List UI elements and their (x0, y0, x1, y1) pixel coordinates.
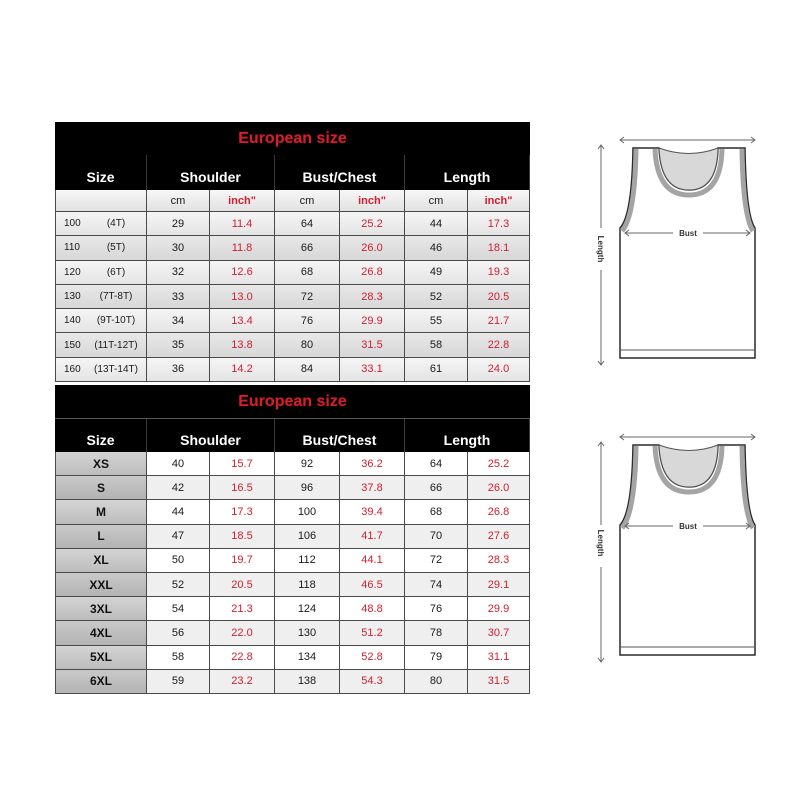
shoulder-header: Shoulder (147, 155, 275, 190)
tank-top-diagram (585, 128, 765, 378)
length-cm-unit: cm (405, 190, 468, 212)
age-range: (11T-12T) (94, 339, 138, 351)
length-inch-cell: 28.3 (468, 549, 530, 573)
length-inch-cell: 22.8 (468, 333, 530, 357)
table-title: European size (55, 122, 530, 155)
size-cell (55, 309, 147, 333)
length-inch-cell: 19.3 (468, 261, 530, 285)
bust-inch-cell: 31.5 (340, 333, 405, 357)
size-value: 120 (64, 266, 81, 278)
bust-inch-cell: 33.1 (340, 358, 405, 382)
shoulder-cm-unit: cm (147, 190, 210, 212)
length-inch-cell: 29.9 (468, 597, 530, 621)
shoulder-cm-cell: 58 (147, 646, 210, 670)
size-cell: XS (55, 452, 147, 476)
size-value: 160 (64, 363, 81, 375)
shoulder-cm-cell: 44 (147, 500, 210, 524)
table-row (55, 476, 530, 500)
table-row (55, 333, 530, 357)
shoulder-cm-cell: 30 (147, 236, 210, 260)
size-header: Size (55, 155, 147, 190)
size-cell: 3XL (55, 597, 147, 621)
kids-size-table (55, 122, 530, 382)
length-inch-cell: 26.8 (468, 500, 530, 524)
size-header: Size (55, 419, 147, 452)
length-inch-cell: 27.6 (468, 525, 530, 549)
table-row (55, 500, 530, 524)
bust-inch-cell: 51.2 (340, 621, 405, 645)
table-row (55, 261, 530, 285)
length-inch-cell: 21.7 (468, 309, 530, 333)
table-row (55, 212, 530, 236)
length-inch-cell: 17.3 (468, 212, 530, 236)
shoulder-cm-cell: 56 (147, 621, 210, 645)
bust-cm-cell: 92 (275, 452, 340, 476)
length-cm-cell: 78 (405, 621, 468, 645)
bust-inch-cell: 41.7 (340, 525, 405, 549)
length-inch-cell: 18.1 (468, 236, 530, 260)
tank-top-diagram (585, 425, 765, 675)
size-cell (55, 285, 147, 309)
bust-label: Bust (679, 522, 697, 531)
age-range: (5T) (106, 242, 126, 254)
length-cm-cell: 58 (405, 333, 468, 357)
shoulder-cm-cell: 36 (147, 358, 210, 382)
bust-inch-cell: 54.3 (340, 670, 405, 694)
shoulder-inch-cell: 11.8 (210, 236, 275, 260)
size-unit-blank (55, 190, 147, 212)
length-cm-cell: 76 (405, 597, 468, 621)
size-cell (55, 236, 147, 260)
size-cell: XXL (55, 573, 147, 597)
age-range: (6T) (106, 266, 126, 278)
bust-cm-cell: 124 (275, 597, 340, 621)
bust-cm-cell: 84 (275, 358, 340, 382)
length-cm-cell: 74 (405, 573, 468, 597)
bust-cm-cell: 80 (275, 333, 340, 357)
shoulder-cm-cell: 47 (147, 525, 210, 549)
table-row (55, 573, 530, 597)
size-value: 100 (64, 218, 81, 230)
shoulder-inch-unit: inch" (210, 190, 275, 212)
shoulder-cm-cell: 54 (147, 597, 210, 621)
bust-inch-unit: inch" (340, 190, 405, 212)
bust-inch-cell: 37.8 (340, 476, 405, 500)
shoulder-inch-cell: 18.5 (210, 525, 275, 549)
length-cm-cell: 52 (405, 285, 468, 309)
length-cm-cell: 49 (405, 261, 468, 285)
bust-inch-cell: 52.8 (340, 646, 405, 670)
shoulder-inch-cell: 13.0 (210, 285, 275, 309)
bust-inch-cell: 46.5 (340, 573, 405, 597)
length-cm-cell: 66 (405, 476, 468, 500)
shoulder-dimension-line (620, 434, 755, 440)
table-row (55, 549, 530, 573)
length-inch-cell: 24.0 (468, 358, 530, 382)
length-inch-cell: 29.1 (468, 573, 530, 597)
bust-cm-cell: 96 (275, 476, 340, 500)
shoulder-inch-cell: 22.0 (210, 621, 275, 645)
bust-label: Bust (679, 229, 697, 238)
size-cell (55, 333, 147, 357)
shoulder-cm-cell: 52 (147, 573, 210, 597)
age-range: (4T) (106, 218, 126, 230)
length-inch-cell: 31.1 (468, 646, 530, 670)
shoulder-dimension-line (620, 137, 755, 143)
shoulder-inch-cell: 16.5 (210, 476, 275, 500)
unit-header-row (55, 190, 530, 212)
shoulder-inch-cell: 23.2 (210, 670, 275, 694)
bust-inch-cell: 28.3 (340, 285, 405, 309)
bust-inch-cell: 39.4 (340, 500, 405, 524)
table-row (55, 285, 530, 309)
length-cm-cell: 46 (405, 236, 468, 260)
length-header: Length (405, 155, 530, 190)
table-row (55, 525, 530, 549)
length-label: Length (596, 235, 605, 263)
length-inch-cell: 31.5 (468, 670, 530, 694)
table-row (55, 358, 530, 382)
size-cell: L (55, 525, 147, 549)
shoulder-cm-cell: 50 (147, 549, 210, 573)
length-cm-cell: 44 (405, 212, 468, 236)
bust-inch-cell: 26.0 (340, 236, 405, 260)
bust-cm-cell: 106 (275, 525, 340, 549)
shoulder-cm-cell: 59 (147, 670, 210, 694)
shoulder-header: Shoulder (147, 419, 275, 452)
table-row (55, 236, 530, 260)
shoulder-cm-cell: 29 (147, 212, 210, 236)
bust-inch-cell: 26.8 (340, 261, 405, 285)
table-row (55, 452, 530, 476)
size-cell (55, 358, 147, 382)
length-label: Length (596, 529, 605, 557)
table-row (55, 621, 530, 645)
table-row (55, 670, 530, 694)
length-cm-cell: 72 (405, 549, 468, 573)
bust-cm-cell: 112 (275, 549, 340, 573)
length-cm-cell: 80 (405, 670, 468, 694)
shoulder-cm-cell: 33 (147, 285, 210, 309)
size-cell: 4XL (55, 621, 147, 645)
bust-cm-cell: 130 (275, 621, 340, 645)
size-value: 110 (64, 242, 80, 254)
bust-cm-cell: 72 (275, 285, 340, 309)
table-header-row (55, 155, 530, 190)
bust-inch-cell: 25.2 (340, 212, 405, 236)
age-range: (9T-10T) (96, 315, 136, 327)
bust-header: Bust/Chest (275, 419, 405, 452)
table-body (55, 452, 530, 694)
shoulder-inch-cell: 14.2 (210, 358, 275, 382)
length-cm-cell: 64 (405, 452, 468, 476)
table-body (55, 212, 530, 382)
size-cell (55, 212, 147, 236)
shoulder-inch-cell: 21.3 (210, 597, 275, 621)
length-cm-cell: 70 (405, 525, 468, 549)
size-cell: 5XL (55, 646, 147, 670)
length-inch-cell: 20.5 (468, 285, 530, 309)
bust-inch-cell: 36.2 (340, 452, 405, 476)
age-range: (7T-8T) (99, 291, 133, 303)
bust-header: Bust/Chest (275, 155, 405, 190)
shoulder-cm-cell: 32 (147, 261, 210, 285)
bust-cm-cell: 68 (275, 261, 340, 285)
bust-inch-cell: 44.1 (340, 549, 405, 573)
shoulder-inch-cell: 19.7 (210, 549, 275, 573)
shoulder-inch-cell: 13.8 (210, 333, 275, 357)
shoulder-inch-cell: 15.7 (210, 452, 275, 476)
shoulder-inch-cell: 22.8 (210, 646, 275, 670)
size-cell: M (55, 500, 147, 524)
table-header-row (55, 418, 530, 452)
shoulder-cm-cell: 34 (147, 309, 210, 333)
length-inch-cell: 26.0 (468, 476, 530, 500)
bust-cm-cell: 118 (275, 573, 340, 597)
table-row (55, 309, 530, 333)
length-inch-cell: 30.7 (468, 621, 530, 645)
bust-cm-cell: 66 (275, 236, 340, 260)
length-header: Length (405, 419, 530, 452)
length-inch-unit: inch" (468, 190, 530, 212)
size-value: 140 (64, 315, 81, 327)
shoulder-cm-cell: 35 (147, 333, 210, 357)
bust-cm-cell: 100 (275, 500, 340, 524)
size-cell (55, 261, 147, 285)
size-value: 150 (64, 339, 81, 351)
adult-size-table (55, 385, 530, 694)
size-cell: S (55, 476, 147, 500)
size-value: 130 (64, 291, 81, 303)
bust-inch-cell: 48.8 (340, 597, 405, 621)
length-cm-cell: 55 (405, 309, 468, 333)
age-range: (13T-14T) (94, 363, 138, 375)
size-cell: XL (55, 549, 147, 573)
length-cm-cell: 68 (405, 500, 468, 524)
length-cm-cell: 79 (405, 646, 468, 670)
shoulder-cm-cell: 40 (147, 452, 210, 476)
bust-cm-cell: 138 (275, 670, 340, 694)
table-row (55, 646, 530, 670)
bust-inch-cell: 29.9 (340, 309, 405, 333)
shoulder-inch-cell: 17.3 (210, 500, 275, 524)
shoulder-cm-cell: 42 (147, 476, 210, 500)
shoulder-inch-cell: 11.4 (210, 212, 275, 236)
bust-cm-cell: 64 (275, 212, 340, 236)
length-cm-cell: 61 (405, 358, 468, 382)
length-inch-cell: 25.2 (468, 452, 530, 476)
bust-cm-cell: 134 (275, 646, 340, 670)
bust-cm-unit: cm (275, 190, 340, 212)
table-title: European size (55, 385, 530, 418)
table-row (55, 597, 530, 621)
size-cell: 6XL (55, 670, 147, 694)
shoulder-inch-cell: 13.4 (210, 309, 275, 333)
shoulder-inch-cell: 12.6 (210, 261, 275, 285)
shoulder-inch-cell: 20.5 (210, 573, 275, 597)
bust-cm-cell: 76 (275, 309, 340, 333)
